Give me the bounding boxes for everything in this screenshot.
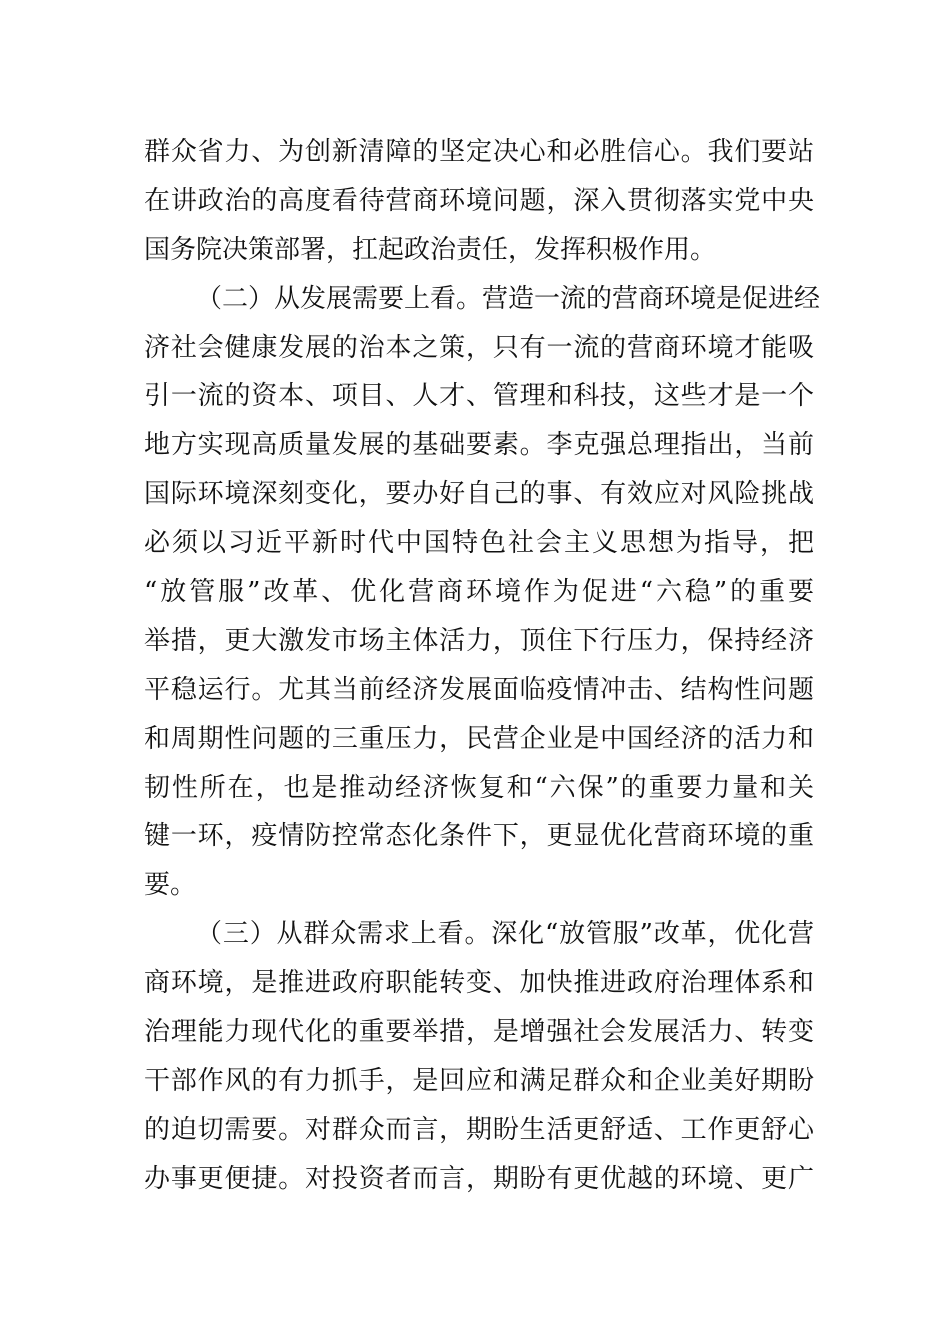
text-line: 群众省力、为创新清障的坚定决心和必胜信心。我们要站 — [144, 137, 814, 167]
document-body — [144, 128, 821, 1204]
text-line: （三）从群众需求上看。深化“放管服”改革，优化营 — [196, 919, 814, 950]
paragraph — [144, 275, 821, 911]
text-line: 韧性所在，也是推动经济恢复和“六保”的重要力量和关 — [144, 772, 814, 803]
text-line: 必须以习近平新时代中国特色社会主义思想为指导，把 — [144, 528, 814, 559]
text-line: 和周期性问题的三重压力，民营企业是中国经济的活力和 — [144, 723, 814, 754]
text-line: （二）从发展需要上看。营造一流的营商环境是促进经 — [196, 283, 821, 314]
text-line: 办事更便捷。对投资者而言，期盼有更优越的环境、更广 — [144, 1163, 814, 1194]
text-line: 举措，更大激发市场主体活力，顶住下行压力，保持经济 — [144, 625, 814, 656]
text-line: 的迫切需要。对群众而言，期盼生活更舒适、工作更舒心 — [144, 1114, 814, 1145]
text-line: 引一流的资本、项目、人才、管理和科技，这些才是一个 — [144, 381, 814, 412]
paragraph — [144, 128, 814, 275]
text-line: 平稳运行。尤其当前经济发展面临疫情冲击、结构性问题 — [144, 674, 814, 705]
text-line: 干部作风的有力抓手，是回应和满足群众和企业美好期盼 — [144, 1065, 814, 1096]
text-line: 国务院决策部署，扛起政治责任，发挥积极作用。 — [144, 234, 717, 265]
paragraph — [144, 910, 814, 1203]
text-line: 国际环境深刻变化，要办好自己的事、有效应对风险挑战 — [144, 479, 814, 510]
text-line: 要。 — [144, 870, 197, 901]
text-line: 济社会健康发展的治本之策，只有一流的营商环境才能吸 — [144, 332, 814, 363]
text-line: 在讲政治的高度看待营商环境问题，深入贯彻落实党中央 — [144, 185, 814, 216]
text-line: 地方实现高质量发展的基础要素。李克强总理指出，当前 — [144, 430, 814, 461]
text-line: 键一环，疫情防控常态化条件下，更显优化营商环境的重 — [144, 821, 814, 852]
text-line: 治理能力现代化的重要举措，是增强社会发展活力、转变 — [144, 1017, 814, 1048]
text-line: “放管服”改革、优化营商环境作为促进“六稳”的重要 — [144, 577, 814, 608]
text-line: 商环境，是推进政府职能转变、加快推进政府治理体系和 — [144, 968, 814, 999]
